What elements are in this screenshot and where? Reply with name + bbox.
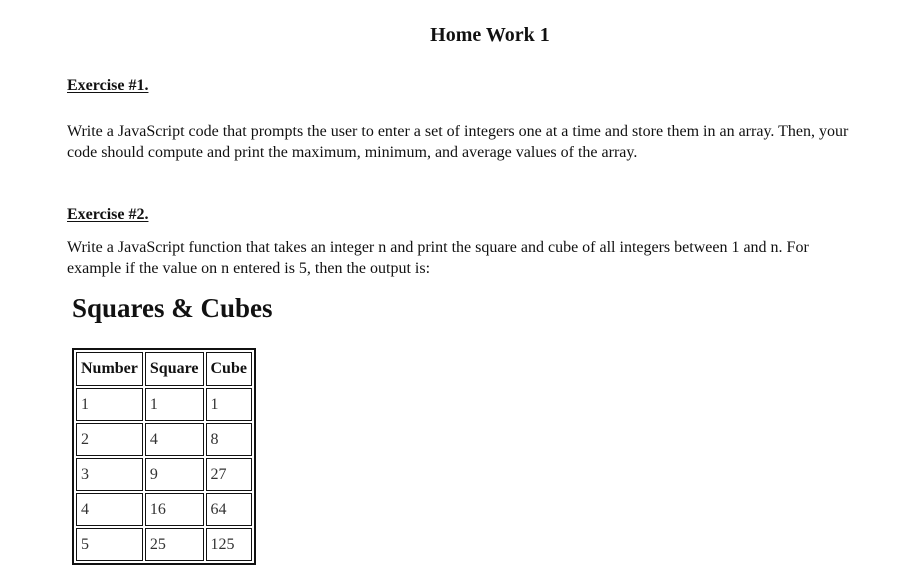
table-header-row <box>76 352 252 386</box>
cell-cube: 8 <box>206 423 252 456</box>
table-row <box>76 528 252 561</box>
cell-number: 1 <box>76 388 143 421</box>
table-row <box>76 493 252 526</box>
document-title: Home Work 1 <box>430 24 550 46</box>
cell-square: 9 <box>145 458 204 491</box>
exercise-2-heading: Exercise #2. <box>67 206 149 223</box>
cell-number: 2 <box>76 423 143 456</box>
table-row <box>76 388 252 421</box>
table-row <box>76 458 252 491</box>
cell-cube: 125 <box>206 528 252 561</box>
cell-cube: 27 <box>206 458 252 491</box>
header-square: Square <box>145 352 204 386</box>
squares-cubes-table <box>72 348 256 565</box>
header-cube: Cube <box>206 352 252 386</box>
exercise-1-text: Write a JavaScript code that prompts the user to enter a set of integers one at a time and store them in an array. Then, your code should compute and print the maximum, minimum, and average values of the array. <box>67 123 849 161</box>
squares-cubes-title: Squares & Cubes <box>72 293 273 323</box>
exercise-1-heading: Exercise #1. <box>67 77 149 94</box>
cell-square: 16 <box>145 493 204 526</box>
cell-number: 5 <box>76 528 143 561</box>
cell-square: 1 <box>145 388 204 421</box>
cell-square: 25 <box>145 528 204 561</box>
header-number: Number <box>76 352 143 386</box>
cell-cube: 1 <box>206 388 252 421</box>
cell-square: 4 <box>145 423 204 456</box>
cell-number: 3 <box>76 458 143 491</box>
table-row <box>76 423 252 456</box>
exercise-2-text: Write a JavaScript function that takes an integer n and print the square and cube of all integers between 1 and n. For example if the value on n entered is 5, then the output is: <box>67 239 809 277</box>
cell-cube: 64 <box>206 493 252 526</box>
cell-number: 4 <box>76 493 143 526</box>
